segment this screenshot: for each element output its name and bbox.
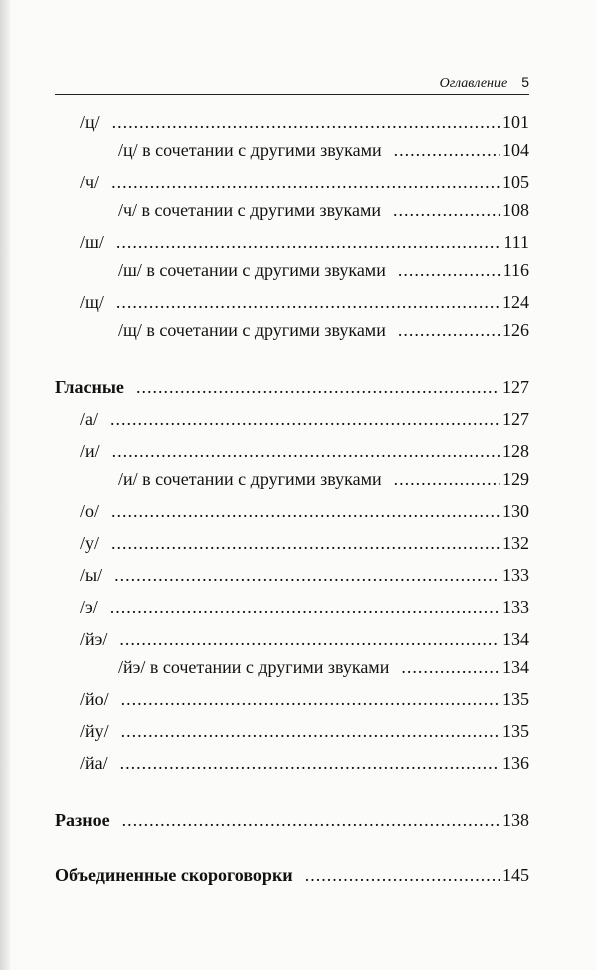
toc-leader-dots bbox=[110, 595, 500, 619]
toc-subentry bbox=[118, 258, 529, 282]
toc-leader-dots bbox=[119, 627, 500, 651]
toc-entry-label: /а/ bbox=[80, 409, 98, 429]
toc-entry-page: 105 bbox=[502, 172, 529, 192]
toc-entry-page: 135 bbox=[502, 689, 529, 709]
toc-entry-page: 126 bbox=[502, 320, 529, 340]
toc-entry bbox=[80, 499, 529, 523]
toc-leader-dots bbox=[111, 170, 500, 194]
toc-leader-dots bbox=[112, 439, 500, 463]
toc-entry bbox=[80, 230, 529, 254]
toc-leader-dots bbox=[393, 198, 500, 222]
toc-entry-label: /йа/ bbox=[80, 753, 108, 773]
toc-leader-dots bbox=[401, 655, 500, 679]
toc-leader-dots bbox=[112, 110, 500, 134]
toc-entry bbox=[80, 719, 529, 743]
toc-entry-label: /ц/ в сочетании с другими звуками bbox=[118, 140, 382, 160]
toc-entry-page: 111 bbox=[503, 232, 529, 252]
toc-entry-page: 130 bbox=[502, 501, 529, 521]
toc-entry-label: /щ/ в сочетании с другими звуками bbox=[118, 320, 386, 340]
toc-subentry bbox=[118, 198, 529, 222]
toc-entry-page: 134 bbox=[502, 629, 529, 649]
toc-entry-page: 104 bbox=[502, 140, 529, 160]
toc-entry-label: /ч/ bbox=[80, 172, 100, 192]
toc-subentry bbox=[118, 655, 529, 679]
toc-subentry bbox=[118, 138, 529, 162]
toc-entry bbox=[80, 687, 529, 711]
toc-entry-page: 135 bbox=[502, 721, 529, 741]
toc-entry-label: /ш/ bbox=[80, 232, 104, 252]
toc-leader-dots bbox=[136, 375, 500, 399]
toc-entry-page: 127 bbox=[502, 409, 529, 429]
toc-entry bbox=[80, 407, 529, 431]
toc-leader-dots bbox=[394, 467, 500, 491]
toc-leader-dots bbox=[394, 138, 500, 162]
toc-leader-dots bbox=[116, 230, 501, 254]
toc-entry-label: /ы/ bbox=[80, 565, 103, 585]
toc-entry-page: 133 bbox=[502, 565, 529, 585]
toc-entry-label: /йо/ bbox=[80, 689, 109, 709]
toc-entry bbox=[80, 627, 529, 651]
toc-leader-dots bbox=[114, 563, 500, 587]
running-header bbox=[55, 74, 529, 95]
toc-entry-label: Гласные bbox=[55, 377, 124, 397]
toc-subentry bbox=[118, 467, 529, 491]
header-page-number: 5 bbox=[521, 74, 529, 90]
toc-entry-page: 108 bbox=[502, 200, 529, 220]
toc-entry bbox=[80, 110, 529, 134]
toc-entry-label: /йэ/ в сочетании с другими звуками bbox=[118, 657, 390, 677]
toc-entry-page: 128 bbox=[502, 441, 529, 461]
toc-entry-page: 132 bbox=[502, 533, 529, 553]
toc-entry-page: 136 bbox=[502, 753, 529, 773]
toc-entry-page: 138 bbox=[502, 810, 529, 830]
header-title: Оглавление bbox=[439, 76, 508, 91]
toc-entry-label: /о/ bbox=[80, 501, 100, 521]
toc-entry bbox=[80, 170, 529, 194]
toc-leader-dots bbox=[116, 290, 500, 314]
toc-leader-dots bbox=[305, 863, 500, 887]
toc-entry-label: /и/ в сочетании с другими звуками bbox=[118, 469, 382, 489]
toc-entry-label: Объединенные скороговорки bbox=[55, 865, 293, 885]
toc-section-entry bbox=[55, 863, 529, 887]
toc-entry-label: /йу/ bbox=[80, 721, 109, 741]
toc-entry-label: /йэ/ bbox=[80, 629, 108, 649]
toc-entry-label: /у/ bbox=[80, 533, 100, 553]
toc-leader-dots bbox=[398, 258, 501, 282]
toc-entry-label: /э/ bbox=[80, 597, 98, 617]
toc-entry-page: 133 bbox=[502, 597, 529, 617]
toc-entry-page: 127 bbox=[502, 377, 529, 397]
page-spine-shadow bbox=[0, 0, 10, 970]
toc-leader-dots bbox=[111, 499, 500, 523]
toc-leader-dots bbox=[121, 687, 500, 711]
toc-section-entry bbox=[55, 375, 529, 399]
toc-leader-dots bbox=[398, 318, 500, 342]
toc-entry-label: /щ/ bbox=[80, 292, 104, 312]
toc-section-entry bbox=[55, 808, 529, 832]
toc-entry bbox=[80, 595, 529, 619]
toc-entry-label: Разное bbox=[55, 810, 110, 830]
toc-entry-page: 129 bbox=[502, 469, 529, 489]
toc-leader-dots bbox=[122, 808, 500, 832]
toc-entry-page: 124 bbox=[502, 292, 529, 312]
toc-entry-page: 116 bbox=[502, 260, 529, 280]
toc-entry bbox=[80, 290, 529, 314]
toc-entry-label: /и/ bbox=[80, 441, 100, 461]
toc-leader-dots bbox=[121, 719, 500, 743]
toc-entry bbox=[80, 439, 529, 463]
toc-leader-dots bbox=[120, 751, 500, 775]
toc-entry-page: 134 bbox=[502, 657, 529, 677]
toc-entry-page: 101 bbox=[502, 112, 529, 132]
toc-entry-page: 145 bbox=[502, 865, 529, 885]
toc-entry bbox=[80, 751, 529, 775]
toc-entry bbox=[80, 563, 529, 587]
toc-entry-label: /ч/ в сочетании с другими звуками bbox=[118, 200, 382, 220]
toc-entry bbox=[80, 531, 529, 555]
toc-subentry bbox=[118, 318, 529, 342]
toc-leader-dots bbox=[110, 407, 500, 431]
toc-entry-label: /ц/ bbox=[80, 112, 100, 132]
toc-entry-label: /ш/ в сочетании с другими звуками bbox=[118, 260, 386, 280]
toc-leader-dots bbox=[111, 531, 500, 555]
